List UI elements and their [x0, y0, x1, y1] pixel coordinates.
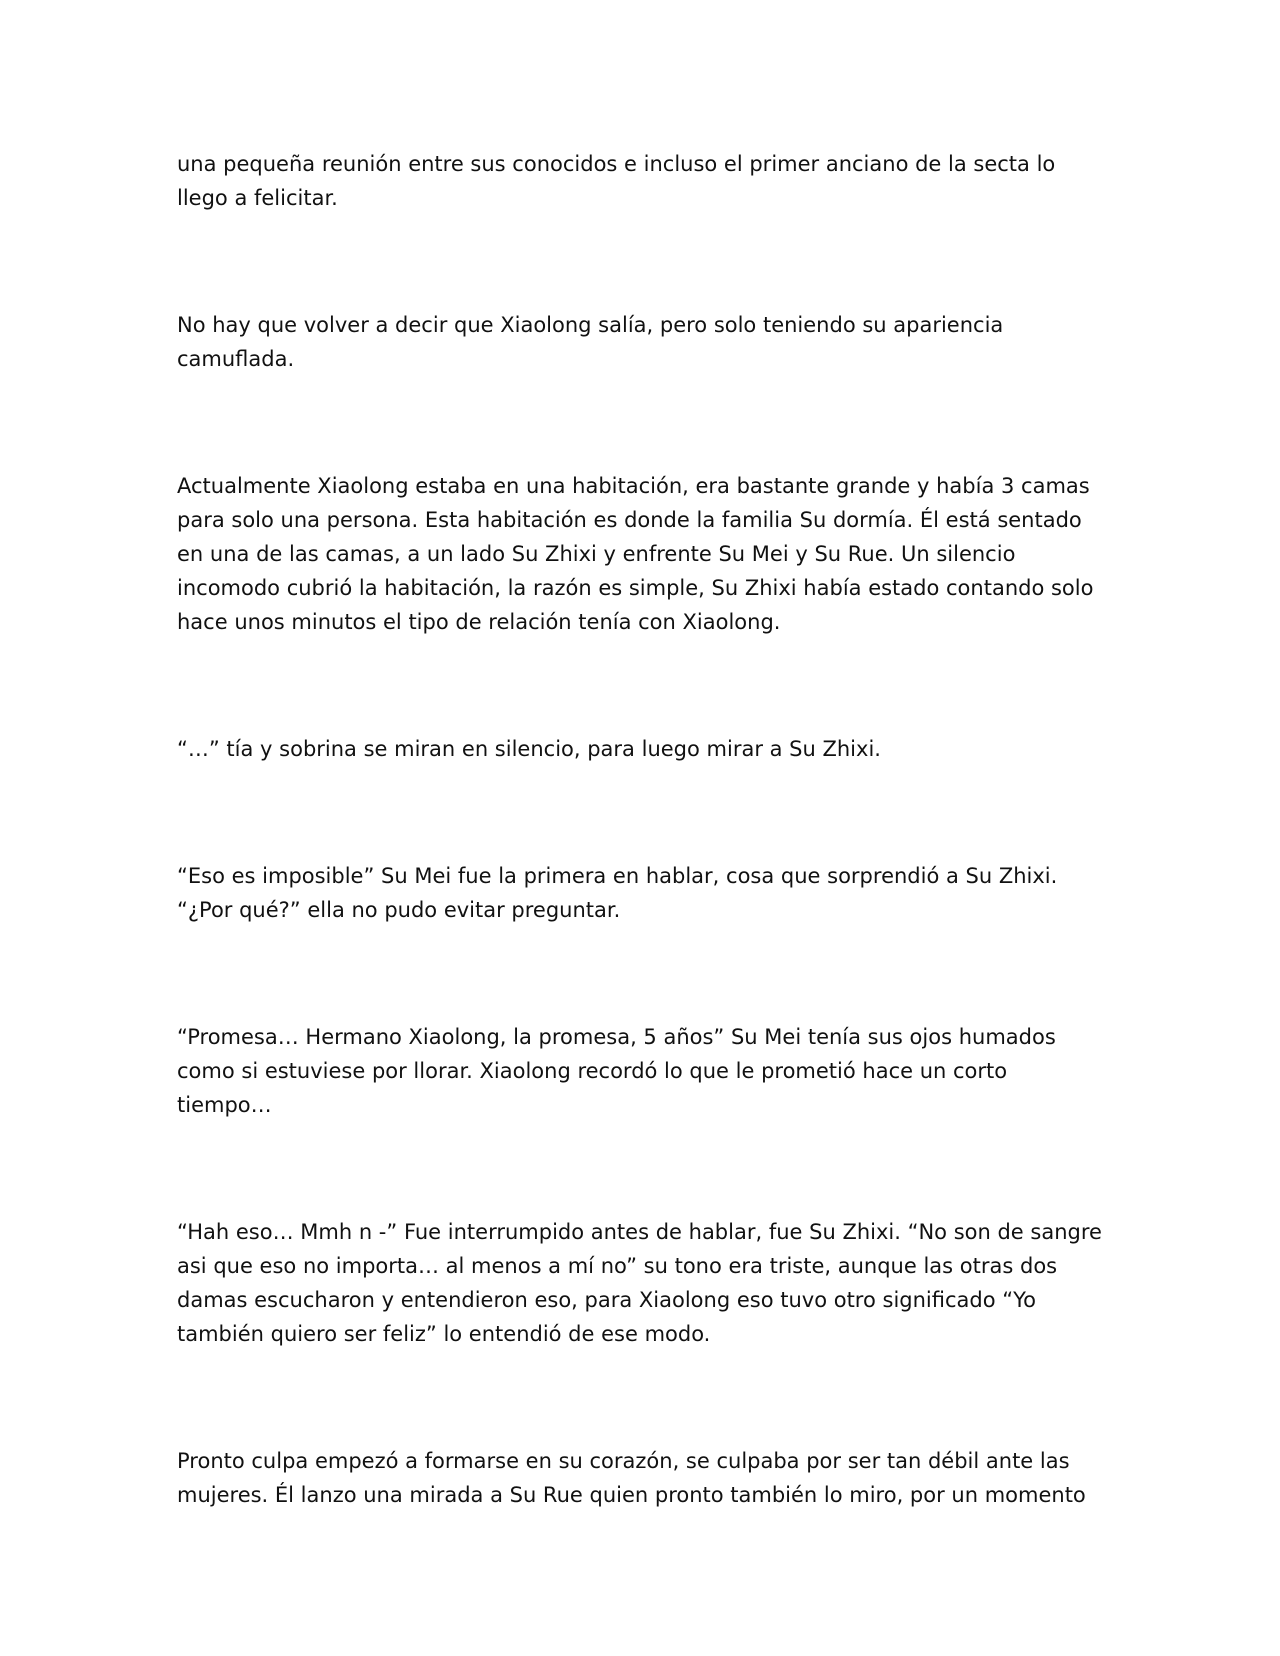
paragraph: Pronto culpa empezó a formarse en su corazón, se culpaba por ser tan débil ante las mujeres. Él lanzo una mirada a Su Rue quien pronto también lo miro, por un momento: [177, 1449, 1086, 1507]
document-body: [177, 147, 1107, 1512]
paragraph: “Hah eso… Mmh n -” Fue interrumpido antes de hablar, fue Su Zhixi. “No son de sangre asi que eso no importa… al menos a mí no” su tono era triste, aunque las otras dos damas escucharon y entendieron eso, para Xiaolong eso tuvo otro significado “Yo también quiero ser feliz” lo entendió de ese modo.: [177, 1220, 1102, 1346]
paragraph: “Promesa… Hermano Xiaolong, la promesa, 5 años” Su Mei tenía sus ojos humados como si estuviese por llorar. Xiaolong recordó lo que le prometió hace un corto tiempo…: [177, 1025, 1056, 1117]
paragraph: No hay que volver a decir que Xiaolong salía, pero solo teniendo su apariencia camuflada.: [177, 313, 1004, 371]
paragraph: una pequeña reunión entre sus conocidos e incluso el primer anciano de la secta lo llego a felicitar.: [177, 152, 1056, 210]
paragraph: “Eso es imposible” Su Mei fue la primera en hablar, cosa que sorprendió a Su Zhixi. “¿Por qué?” ella no pudo evitar preguntar.: [177, 864, 1058, 922]
paragraph: “…” tía y sobrina se miran en silencio, para luego mirar a Su Zhixi.: [177, 737, 881, 761]
paragraph: Actualmente Xiaolong estaba en una habitación, era bastante grande y había 3 camas para solo una persona. Esta habitación es donde la familia Su dormía. Él está sentado en una de las camas, a un lado Su Zhixi y enfrente Su Mei y Su Rue. Un silencio incomodo cubrió la habitación, la razón es simple, Su Zhixi había estado contando solo hace unos minutos el tipo de relación tenía con Xiaolong.: [177, 474, 1094, 634]
